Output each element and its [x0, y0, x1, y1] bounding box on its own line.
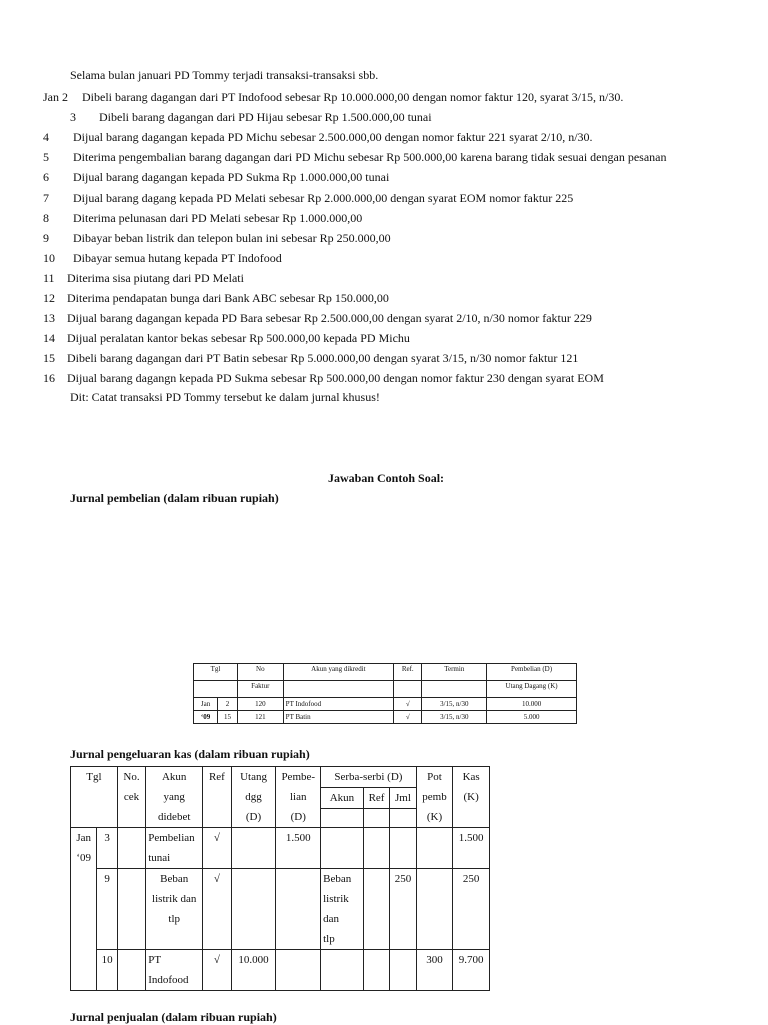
transaction-date: Jan 2	[43, 90, 68, 104]
row-day: 15	[218, 711, 238, 724]
kas-title: Jurnal pengeluaran kas (dalam ribuan rupiah)	[70, 747, 310, 761]
row-month: Jan	[194, 698, 218, 711]
row-ref: √	[203, 950, 231, 991]
row-kas: 250	[453, 869, 490, 950]
row-utang: 10.000	[231, 950, 276, 991]
penjualan-title: Jurnal penjualan (dalam ribuan rupiah)	[70, 1010, 277, 1024]
transaction-date: 3	[70, 110, 76, 125]
row-termin: 3/15, n/30	[422, 711, 487, 724]
table-row	[194, 698, 577, 711]
transaction-date: 12	[43, 291, 55, 305]
row-akun: PT Indofood	[146, 950, 203, 991]
th-serba: Serba-serbi (D)	[321, 767, 417, 788]
transaction-date: 11	[43, 270, 55, 285]
transaction-text: Dibeli barang dagangan dari PT Indofood sebesar Rp 10.000.000,00 dengan nomor faktur 120, syarat 3/15, n/30.	[82, 90, 624, 104]
row-serba-akun: Beban listrik dan tlp	[321, 869, 364, 950]
transaction-text: Dijual barang dagangan kepada PD Michu sebesar 2.500.000,00 dengan nomor faktur 221 syarat 2/10, n/30.	[73, 130, 593, 145]
transaction-date: 13	[43, 311, 55, 326]
transaction-date: 9	[43, 230, 49, 245]
transaction-date: 5	[43, 150, 49, 165]
row-kas: 1.500	[453, 828, 490, 869]
th-kas: Kas (K)	[453, 767, 490, 828]
th-pembelian: Pembelian (D)	[487, 664, 577, 681]
answer-title: Jawaban Contoh Soal:	[328, 471, 445, 485]
transaction-text: Dibeli barang dagangan dari PD Hijau sebesar Rp 1.500.000,00 tunai	[99, 110, 432, 125]
row-ref: √	[394, 698, 422, 711]
transaction-date: 6	[43, 170, 49, 185]
instruction-text: Dit: Catat transaksi PD Tommy tersebut ke dalam jurnal khusus!	[70, 390, 380, 404]
transaction-date: 8	[43, 210, 49, 225]
transaction-text: Dijual barang dagangan kepada PD Bara sebesar Rp 2.500.000,00 dengan syarat 2/10, n/30 nomor faktur 229	[67, 311, 592, 326]
transaction-text: Dibayar semua hutang kepada PT Indofood	[73, 250, 282, 265]
th-nocek: No. cek	[117, 767, 145, 828]
row-ref: √	[203, 869, 231, 950]
transaction-text: Diterima sisa piutang dari PD Melati	[67, 270, 244, 285]
row-serba-jml: 250	[390, 869, 416, 950]
pembelian-table	[193, 663, 577, 724]
th-termin: Termin	[422, 664, 487, 681]
th-pembelian: Pembe- lian (D)	[276, 767, 321, 828]
transaction-text: Dibeli barang dagangan dari PT Batin sebesar Rp 5.000.000,00 dengan syarat 3/15, n/30 nomor faktur 121	[67, 351, 579, 366]
row-ref: √	[203, 828, 231, 869]
transaction-text: Diterima pelunasan dari PD Melati sebesar Rp 1.000.000,00	[73, 210, 363, 225]
table-row	[71, 950, 490, 991]
transaction-text: Dibayar beban listrik dan telepon bulan ini sebesar Rp 250.000,00	[73, 230, 391, 245]
transaction-date: 10	[43, 250, 55, 265]
transaction-text: Diterima pendapatan bunga dari Bank ABC sebesar Rp 150.000,00	[67, 291, 389, 305]
row-kas: 9.700	[453, 950, 490, 991]
th-utang: Utang dgg (D)	[231, 767, 276, 828]
row-jumlah: 10.000	[487, 698, 577, 711]
transaction-date: 7	[43, 190, 49, 205]
th-ref: Ref	[203, 767, 231, 828]
th-s-ref: Ref	[363, 788, 389, 809]
transaction-text: Diterima pengembalian barang dagangan dari PD Michu sebesar Rp 500.000,00 karena barang tidak sesuai dengan pesanan	[73, 150, 667, 165]
transaction-date: 15	[43, 351, 55, 366]
transaction-date: 16	[43, 371, 55, 386]
th-no: No	[237, 664, 283, 681]
transaction-text: Dijual barang dagangn kepada PD Sukma sebesar Rp 500.000,00 dengan nomor faktur 230 dengan syarat EOM	[67, 371, 604, 386]
row-akun: Beban listrik dan tlp	[146, 869, 203, 950]
th-faktur: Faktur	[237, 681, 283, 698]
row-day: 3	[97, 828, 117, 869]
transaction-date: 4	[43, 130, 49, 145]
row-ref: √	[394, 711, 422, 724]
row-faktur: 120	[237, 698, 283, 711]
row-day: 2	[218, 698, 238, 711]
transaction-text: Dijual peralatan kantor bekas sebesar Rp 500.000,00 kepada PD Michu	[67, 331, 410, 346]
row-pembelian: 1.500	[276, 828, 321, 869]
th-akun: Akun yang dikredit	[283, 664, 393, 681]
th-pot: Pot pemb (K)	[416, 767, 453, 828]
row-month: Jan ‘09	[71, 828, 97, 991]
row-jumlah: 5.000	[487, 711, 577, 724]
row-month: ‘09	[194, 711, 218, 724]
th-s-jml: Jml	[390, 788, 416, 809]
pembelian-title: Jurnal pembelian (dalam ribuan rupiah)	[70, 491, 279, 505]
row-faktur: 121	[237, 711, 283, 724]
table-row	[71, 869, 490, 950]
transaction-text: Dijual barang dagangan kepada PD Sukma Rp 1.000.000,00 tunai	[73, 170, 390, 185]
transaction-date: 14	[43, 331, 55, 346]
transaction-text: Dijual barang dagang kepada PD Melati sebesar Rp 2.000.000,00 dengan syarat EOM nomor faktur 225	[73, 190, 574, 205]
kas-table	[70, 766, 490, 991]
row-akun: PT Indofood	[283, 698, 393, 711]
row-termin: 3/15, n/30	[422, 698, 487, 711]
row-day: 9	[97, 869, 117, 950]
th-tgl: Tgl	[71, 767, 118, 828]
th-akun-didebet: Akun yang didebet	[146, 767, 203, 828]
th-ref: Ref.	[394, 664, 422, 681]
row-day: 10	[97, 950, 117, 991]
row-akun: PT Batin	[283, 711, 393, 724]
row-pot: 300	[416, 950, 453, 991]
th-tgl: Tgl	[194, 664, 238, 681]
table-row	[194, 711, 577, 724]
table-row	[71, 828, 490, 869]
th-s-akun: Akun	[321, 788, 364, 809]
row-akun: Pembelian tunai	[146, 828, 203, 869]
intro-text: Selama bulan januari PD Tommy terjadi transaksi-transaksi sbb.	[70, 68, 379, 82]
th-utang: Utang Dagang (K)	[487, 681, 577, 698]
